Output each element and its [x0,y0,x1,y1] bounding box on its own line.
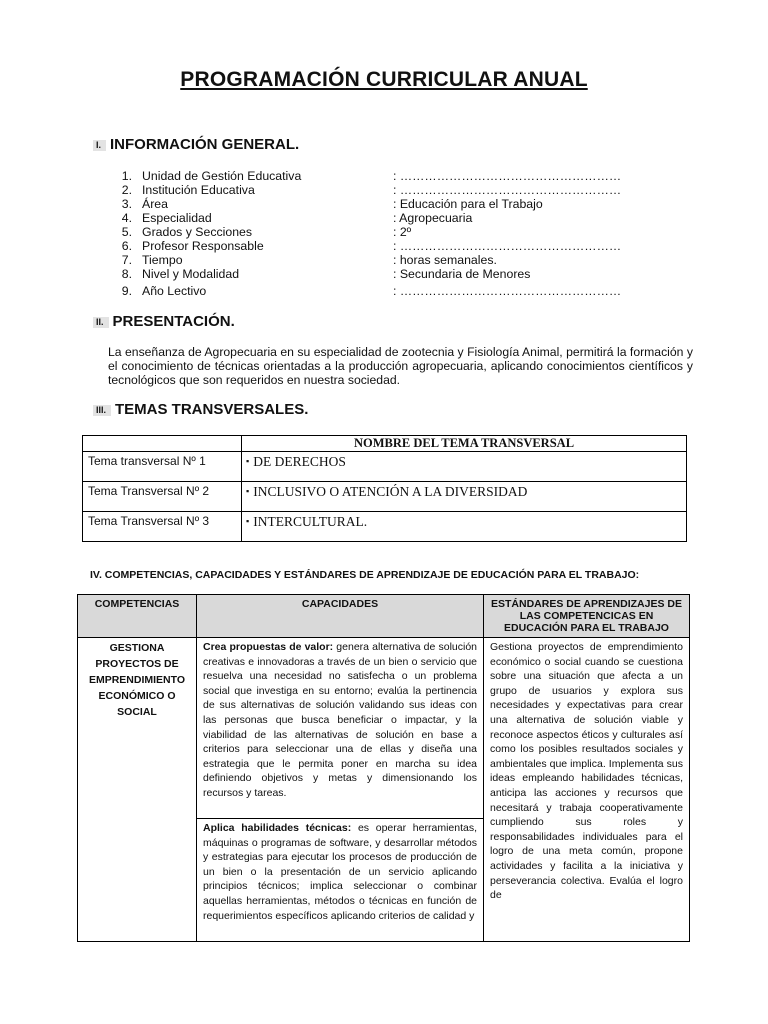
item-number: 1. [121,169,132,183]
capacidad-block [197,638,483,819]
info-row [118,239,678,253]
section-heading-presentacion [93,313,235,330]
item-number: 5. [121,225,132,239]
capacidad-block [197,819,483,941]
item-value: : ……………………………………………… [393,183,622,197]
transversal-themes-table [82,435,687,542]
theme-value: DE DERECHOS [253,454,346,469]
item-label: Tiempo [142,253,183,267]
theme-label: Tema transversal Nº 1 [83,452,242,482]
item-label: Grados y Secciones [142,225,253,239]
table-row [78,638,690,942]
capacidad-title: Crea propuestas de valor: [203,641,334,653]
theme-value-cell [242,452,687,482]
item-value: : Secundaria de Menores [393,267,531,281]
item-label: Especialidad [142,211,212,225]
table-header-row [78,595,690,638]
item-label: Nivel y Modalidad [142,267,240,281]
presentation-paragraph: La enseñanza de Agropecuaria en su especialidad de zootecnia y Fisiología Animal, permitirá la formación y el conocimiento de técnicas orientadas a la producción agropecuaria, aplicando conocimientos científicos y tecnológicos que son requeridos en nuestra sociedad. [108,345,693,387]
section-heading-informacion [93,136,299,153]
estandar-cell [484,638,690,942]
theme-label: Tema Transversal Nº 3 [83,512,242,542]
theme-label: Tema Transversal Nº 2 [83,482,242,512]
bullet-icon: ▪ [246,456,250,466]
column-header-competencias: COMPETENCIAS [78,595,197,638]
item-number: 4. [121,211,132,225]
item-value: : horas semanales. [393,253,497,267]
info-row [118,197,678,211]
item-label: Unidad de Gestión Educativa [142,169,302,183]
section-title: INFORMACIÓN GENERAL. [110,136,300,153]
item-value: : ……………………………………………… [393,239,622,253]
column-header: NOMBRE DEL TEMA TRANSVERSAL [242,436,687,452]
section-number: I. [93,140,106,151]
theme-value-cell [242,482,687,512]
item-label: Profesor Responsable [142,239,264,253]
theme-value-cell [242,512,687,542]
item-value: : 2º [393,225,412,239]
column-header-estandares: ESTÁNDARES DE APRENDIZAJES DE LAS COMPETENCICAS EN EDUCACIÓN PARA EL TRABAJO [484,595,690,638]
section-heading-temas [93,401,308,418]
table-header-row [83,436,687,452]
page-title: PROGRAMACIÓN CURRICULAR ANUAL [180,68,588,91]
section-title: PRESENTACIÓN. [112,313,235,330]
bullet-icon: ▪ [246,486,250,496]
capacidades-cell [197,638,484,942]
item-number: 8. [121,267,132,281]
info-row [118,211,678,225]
item-label: Año Lectivo [142,284,207,298]
section-number: III. [93,405,111,416]
item-value: : ……………………………………………… [393,284,622,298]
item-number: 6. [121,239,132,253]
info-row [118,253,678,267]
empty-header-cell [83,436,242,452]
column-header-capacidades: CAPACIDADES [197,595,484,638]
item-value: : Agropecuaria [393,211,473,225]
table-row [83,512,687,542]
item-number: 9. [121,284,132,298]
section-heading-competencias: IV. COMPETENCIAS, CAPACIDADES Y ESTÁNDARES DE APRENDIZAJE DE EDUCACIÓN PARA EL TRABAJO: [90,569,640,581]
info-row [118,225,678,239]
section-number: II. [93,317,109,328]
item-label: Institución Educativa [142,183,255,197]
item-number: 3. [121,197,132,211]
item-value: : ……………………………………………… [393,169,622,183]
info-row [118,267,678,281]
capacidad-text: es operar herramientas, máquinas o programas de software, y desarrollar métodos y estrategias para ejecutar los procesos de producción de un bien o la presentación de un servicio aplicando principios técnicos; implica seleccionar o combinar aquellas herramientas, métodos o técnicas en función de requerimientos específicos aplicando criterios de calidad y [203,822,478,922]
competencies-table [77,594,690,942]
estandar-text: Gestiona proyectos de emprendimiento económico o social cuando se cuestiona sobre una situación que afecta a un grupo de usuarios y explora sus necesidades y expectativas para crear una alternativa de solución viable y reconoce aspectos éticos y culturales así como los posibles resultados sociales y ambientales que implica. Implementa sus ideas empleando habilidades técnicas, anticipa las acciones y recursos que necesitará y trabaja cooperativamente cumpliendo sus roles y responsabilidades individuales para el logro de una meta común, propone actividades y facilita a la iniciativa y perseverancia colectiva. Evalúa el logro de [490,641,683,902]
table-row [83,482,687,512]
info-row [118,284,678,298]
capacidad-title: Aplica habilidades técnicas: [203,822,352,834]
item-number: 7. [121,253,132,267]
item-label: Área [142,197,168,211]
item-value: : Educación para el Trabajo [393,197,543,211]
info-row [118,169,678,183]
theme-value: INTERCULTURAL. [253,514,368,529]
capacidad-text: genera alternativa de solución creativas e innovadoras a través de un bien o servicio que resuelva una necesidad no satisfecha o un problema social que investiga en su entorno; evalúa la pertinencia de sus alternativas de solución validando sus ideas con las personas que busca beneficiar o impactar, y la viabilidad de las alternativas de solución en base a criterios para seleccionar una de ellas y diseña una estrategia que le permita poner en marcha su idea definiendo objetivos y metas y dimensionando los recursos y tareas. [203,641,478,799]
competencia-cell: GESTIONA PROYECTOS DE EMPRENDIMIENTO ECONÓMICO O SOCIAL [78,638,197,942]
item-number: 2. [121,183,132,197]
bullet-icon: ▪ [246,516,250,526]
section-title: TEMAS TRANSVERSALES. [115,401,309,418]
info-row [118,183,678,197]
theme-value: INCLUSIVO O ATENCIÓN A LA DIVERSIDAD [253,484,528,499]
table-row [83,452,687,482]
